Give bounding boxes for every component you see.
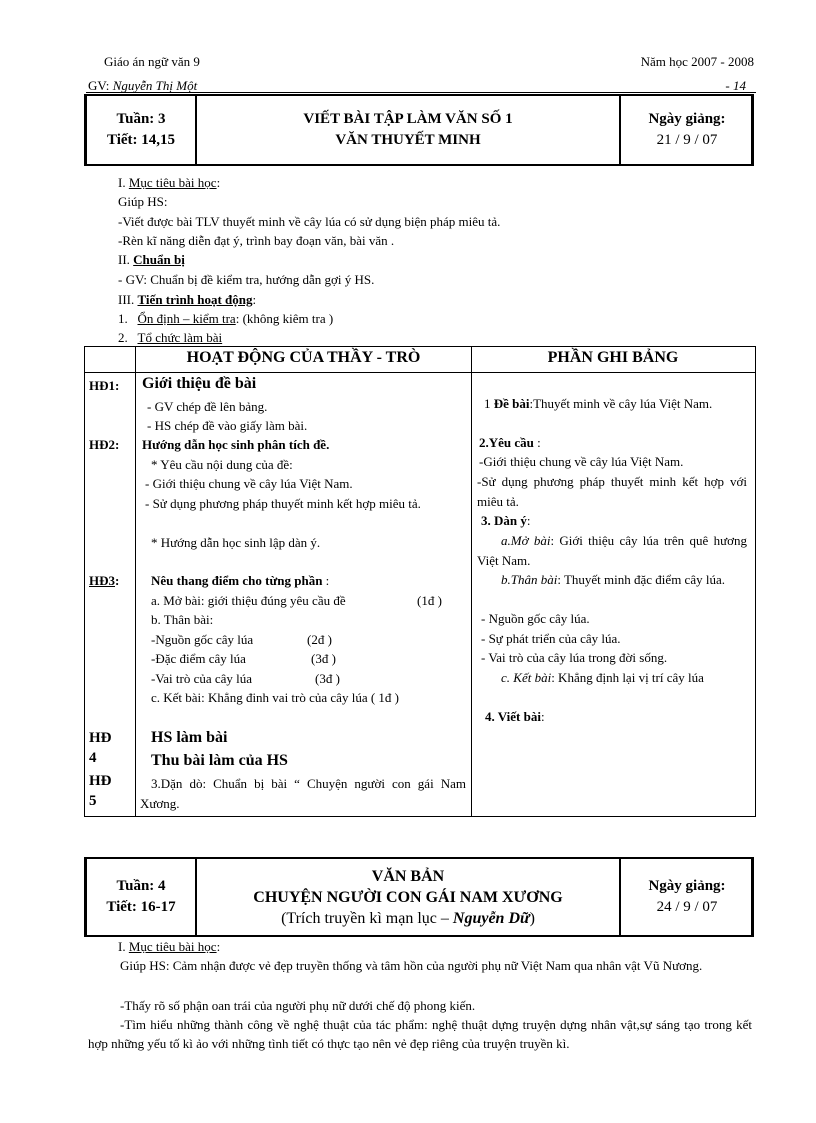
step1-num: 1.	[118, 311, 128, 326]
lesson2-author: Nguyễn Dữ	[452, 909, 530, 927]
sec2-num: II.	[118, 252, 134, 267]
lesson1-period: Tiết: 14,15	[106, 132, 176, 148]
notes-line-10: - Vai trò của cây lúa trong đời sống.	[481, 650, 668, 665]
lesson2-week-cell	[87, 859, 197, 935]
lesson1-week-cell	[87, 96, 197, 164]
subject-header: Giáo án ngữ văn 9	[104, 54, 200, 69]
activity-line-17: Thu bài làm của HS	[151, 752, 288, 769]
hd3-colon: :	[115, 573, 120, 588]
prep-text: - GV: Chuẩn bị đề kiểm tra, hướng dẫn gợi ý HS.	[118, 272, 375, 287]
step2-num: 2.	[118, 330, 128, 345]
notes-11-text: : Khẳng định lại vị trí cây lúa	[551, 670, 704, 685]
notes-1-num: 1	[484, 396, 494, 411]
notes-line-6	[477, 531, 747, 570]
notes-line-11	[477, 668, 747, 688]
lesson2-title-cell	[197, 859, 621, 935]
lesson2-date-label: Ngày giảng:	[648, 878, 726, 894]
school-year: Năm học 2007 - 2008	[640, 54, 754, 69]
step-1	[118, 309, 333, 328]
activity-line-9-title: Nêu thang điểm cho từng phần	[151, 573, 323, 588]
table-header-rule	[85, 372, 755, 373]
lesson2-subtitle	[281, 908, 535, 929]
notes-12-colon: :	[540, 709, 545, 724]
lesson1-date-label: Ngày giảng:	[648, 111, 726, 127]
col-activity-header: HOẠT ĐỘNG CỦA THẦY - TRÒ	[186, 349, 421, 366]
notes-1-bold: Đề bài	[493, 396, 530, 411]
notes-1-rest: :Thuyết minh về cây lúa Việt Nam.	[529, 396, 713, 411]
activity-line-18: 3.Dặn dò: Chuẩn bị bài “ Chuyện người con gái Nam Xương.	[140, 776, 466, 811]
lesson1-date: 21 / 9 / 07	[656, 132, 718, 148]
lesson2-title1: VĂN BẢN	[371, 867, 445, 885]
activity-line-11: b. Thân bài:	[151, 612, 214, 627]
lesson1-section2-heading	[118, 250, 185, 269]
activity-line-6: - Giới thiệu chung về cây lúa Việt Nam.	[145, 476, 353, 491]
lesson1-section1-heading	[118, 173, 220, 192]
sec3-num: III.	[118, 292, 138, 307]
lesson2-para-3: -Tìm hiểu những thành công về nghệ thuật của tác phẩm: nghệ thuật dựng truyện dựng nhân vật,sự sáng tạo trong kết hợp những yếu tố kì ảo với những tình tiết có thực tạo nên vẻ đẹp riêng của truyện truyền kì.	[88, 1017, 752, 1051]
l2-sec1-num: I.	[118, 939, 129, 954]
lesson1-week: Tuần: 3	[116, 111, 166, 127]
l2-sec1-colon: :	[216, 939, 221, 954]
lesson1-title1: VIẾT BÀI TẬP LÀM VĂN SỐ 1	[303, 111, 513, 127]
activity-line-8: * Hướng dẫn học sinh lập dàn ý.	[151, 535, 321, 550]
notes-7-text: : Thuyết minh đặc điểm cây lúa.	[557, 572, 725, 587]
step1-title: Ổn định – kiểm tra	[137, 311, 236, 326]
step1-rest: : (không kiêm tra )	[235, 311, 334, 326]
notes-line-7	[477, 570, 747, 590]
notes-line-2	[479, 433, 541, 453]
table-divider-1	[135, 347, 136, 816]
table-divider-2	[471, 347, 472, 816]
lesson2-title2: CHUYỆN NGƯỜI CON GÁI NAM XƯƠNG	[253, 888, 563, 906]
notes-2-title: 2.Yêu cầu	[479, 435, 534, 450]
lesson1-section3-heading	[118, 290, 256, 309]
goal-1: -Viết được bài TLV thuyết minh về cây lúa có sử dụng biện pháp miêu tả.	[118, 214, 501, 229]
hd5-label	[89, 771, 112, 811]
notes-line-12	[485, 707, 545, 727]
notes-12-title: 4. Viết bài	[485, 709, 541, 724]
notes-5-title: 3. Dàn ý	[481, 513, 527, 528]
lesson1-title-box	[84, 94, 754, 166]
sec3-title: Tiến trình hoạt động	[137, 292, 253, 307]
notes-6-label: a.Mở bài	[501, 533, 551, 548]
activity-line-3: - HS chép đề vào giấy làm bài.	[147, 418, 308, 433]
goal-2: -Rèn kĩ năng diễn đạt ý, trình bay đoạn văn, bài văn .	[118, 233, 395, 248]
lesson2-subtitle-c: )	[529, 909, 535, 927]
activity-table	[84, 346, 756, 817]
lesson2-para-2: -Thấy rõ số phận oan trái của người phụ nữ dưới chế độ phong kiến.	[120, 998, 476, 1013]
step2-title: Tổ chức làm bài	[137, 330, 223, 345]
lesson2-date: 24 / 9 / 07	[656, 899, 718, 915]
lesson2-period: Tiết: 16-17	[106, 899, 176, 915]
sec2-title: Chuẩn bị	[133, 252, 185, 267]
notes-7-label: b.Thân bài	[501, 572, 558, 587]
activity-line-4: Hướng dẫn học sinh phân tích đề.	[142, 437, 330, 452]
page-number: - 14	[725, 78, 746, 93]
lesson1-title-cell	[197, 96, 621, 164]
sec3-colon: :	[252, 292, 257, 307]
hd4-label	[89, 728, 112, 768]
hd4-a: HĐ	[89, 730, 112, 746]
hd4-b: 4	[89, 750, 97, 766]
lesson2-subtitle-a: (Trích truyền kì mạn lục –	[281, 909, 453, 927]
activity-line-7: - Sử dụng phương pháp thuyết minh kết hợp miêu tả.	[145, 496, 421, 511]
activity-line-14-points: (3đ )	[315, 671, 340, 686]
activity-line-15: c. Kết bài: Khẳng đinh vai trò của cây lúa ( 1đ )	[151, 690, 399, 705]
sec1-title: Mục tiêu bài học	[128, 175, 217, 190]
activity-line-9-colon: :	[322, 573, 330, 588]
hd5-b: 5	[89, 793, 97, 809]
hd2-label: HĐ2:	[89, 437, 120, 452]
col-notes-header: PHẦN GHI BẢNG	[547, 349, 679, 366]
lesson2-para-1: Giúp HS: Cảm nhận được vẻ đẹp truyền thống và tâm hồn của người phụ nữ Việt Nam qua nhân vật Vũ Nương.	[120, 958, 703, 973]
activity-line-9	[151, 571, 329, 591]
l2-sec1-title: Mục tiêu bài học	[128, 939, 217, 954]
activity-line-10-points: (1đ )	[417, 593, 442, 608]
activity-line-12-points: (2đ )	[307, 632, 332, 647]
step-2	[118, 328, 222, 347]
lesson2-date-cell	[623, 859, 751, 935]
activity-line-10: a. Mở bài: giới thiệu đúng yêu cầu đề	[151, 593, 346, 608]
lesson1-title2: VĂN THUYẾT MINH	[335, 132, 481, 148]
activity-line-2: - GV chép đề lên bảng.	[147, 399, 268, 414]
activity-line-5: * Yêu cầu nội dung của đề:	[151, 457, 293, 472]
notes-11-label: c. Kết bài	[501, 670, 552, 685]
sec1-colon: :	[216, 175, 221, 190]
notes-2-colon: :	[533, 435, 541, 450]
notes-line-4: -Sử dụng phương pháp thuyết minh kết hợp với miêu tả.	[477, 474, 747, 509]
activity-line-14: -Vai trò của cây lúa	[151, 671, 253, 686]
notes-line-5	[481, 511, 531, 531]
notes-line-1	[477, 394, 747, 414]
sec1-num: I.	[118, 175, 129, 190]
activity-line-13-points: (3đ )	[311, 651, 336, 666]
hd1-label: HĐ1:	[89, 378, 120, 393]
notes-5-colon: :	[526, 513, 531, 528]
hd3-text: HĐ3	[89, 573, 115, 588]
activity-line-12: -Nguồn gốc cây lúa	[151, 632, 254, 647]
header-rule	[86, 92, 756, 93]
notes-6-text: : Giới thiệu cây lúa trên quê hương Việt Nam.	[477, 533, 747, 568]
hd5-a: HĐ	[89, 773, 112, 789]
lesson2-week: Tuần: 4	[116, 878, 166, 894]
notes-line-8: - Nguồn gốc cây lúa.	[481, 611, 590, 626]
teacher-name: Nguyễn Thị Một	[112, 78, 198, 93]
activity-line-16: HS làm bài	[151, 729, 228, 746]
activity-intro-title: Giới thiệu đề bài	[142, 375, 257, 392]
activity-line-13: -Đặc điểm cây lúa	[151, 651, 246, 666]
notes-line-9: - Sự phát triển của cây lúa.	[481, 631, 621, 646]
hd3-label	[89, 571, 119, 591]
lesson2-title-box	[84, 857, 754, 937]
notes-line-3: -Giới thiệu chung về cây lúa Việt Nam.	[479, 454, 684, 469]
lesson1-date-cell	[623, 96, 751, 164]
teacher-label: GV:	[88, 78, 113, 93]
lesson2-section1-heading	[118, 937, 220, 956]
goal-intro: Giúp HS:	[118, 194, 168, 209]
